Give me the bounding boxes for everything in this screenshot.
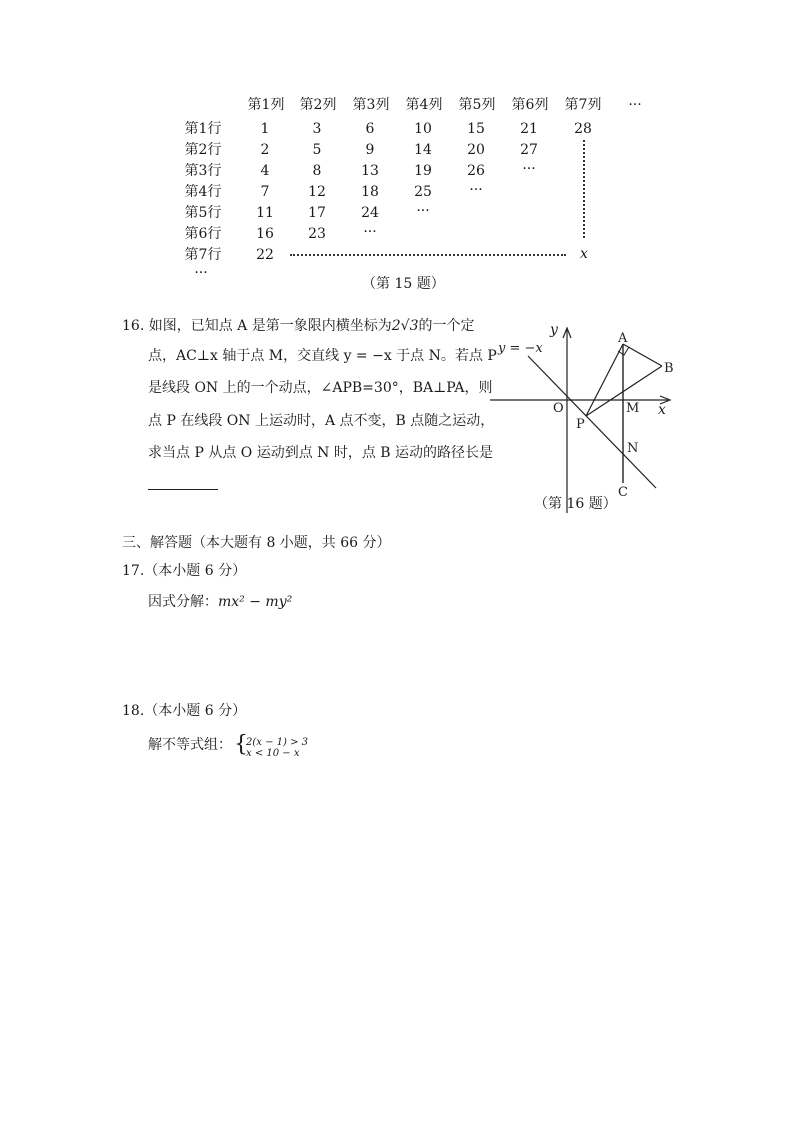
point-B: B <box>664 361 674 376</box>
row-header-ellipsis: ··· <box>194 265 208 281</box>
table-cell: 25 <box>414 184 432 200</box>
problem17-prompt: 因式分解： <box>148 594 218 610</box>
table-cell-ellipsis: ··· <box>363 224 377 240</box>
row-header: 第5行 <box>184 205 222 221</box>
problem16-line2: 点，AC⊥x 轴于点 M，交直线 y = −x 于点 N。若点 P <box>148 348 497 364</box>
line-label: y = −x <box>498 341 543 356</box>
point-A: A <box>618 331 628 346</box>
problem18-prompt: 解不等式组： <box>148 737 232 753</box>
problem16-line1-a: 16. 如图，已知点 A 是第一象限内横坐标为 <box>122 318 392 334</box>
table-cell-ellipsis: ··· <box>469 182 483 198</box>
col-header: 第3列 <box>352 97 390 113</box>
row-header: 第6行 <box>184 226 222 242</box>
problem16-line1 <box>122 316 474 336</box>
col-header-ellipsis: ··· <box>628 97 642 113</box>
inequality-2: x < 10 − x <box>246 748 300 759</box>
section-heading: 三、解答题（本大题有 8 小题，共 66 分） <box>122 535 391 551</box>
point-C: C <box>618 485 628 500</box>
table-cell: 10 <box>414 121 432 137</box>
x-marker: x <box>580 246 588 262</box>
table-cell: 21 <box>520 121 538 137</box>
point-M: M <box>626 401 640 416</box>
row-header: 第7行 <box>184 247 222 263</box>
problem16-line1-b: 的一个定 <box>418 318 475 334</box>
table-cell: 19 <box>414 163 432 179</box>
table-cell: 20 <box>467 142 485 158</box>
table-cell: 23 <box>308 226 326 242</box>
table-cell: 18 <box>361 184 379 200</box>
point-O: O <box>553 401 564 416</box>
problem16-line4: 点 P 在线段 ON 上运动时，A 点不变，B 点随之运动， <box>148 413 495 429</box>
col-header: 第4列 <box>405 97 443 113</box>
table-cell: 11 <box>256 205 274 221</box>
answer-blank-16[interactable] <box>148 489 218 490</box>
table-cell: 28 <box>574 121 592 137</box>
table-cell: 26 <box>467 163 485 179</box>
table-cell: 14 <box>414 142 432 158</box>
row-header: 第3行 <box>184 163 222 179</box>
problem16-line3: 是线段 ON 上的一个动点，∠APB=30°，BA⊥PA，则 <box>148 380 493 396</box>
point-P: P <box>576 417 585 432</box>
row-header: 第2行 <box>184 142 222 158</box>
table-cell: 12 <box>308 184 326 200</box>
table-cell: 17 <box>308 205 326 221</box>
table-cell: 4 <box>260 163 270 179</box>
table-cell: 24 <box>361 205 379 221</box>
figure-caption-16: （第 16 题） <box>534 496 617 512</box>
table-cell-ellipsis: ··· <box>522 161 536 177</box>
dotted-leader-col7 <box>583 140 585 238</box>
point-N: N <box>627 441 639 456</box>
col-header: 第5列 <box>458 97 496 113</box>
table-cell: 15 <box>467 121 485 137</box>
y-axis-label: y <box>550 322 558 338</box>
problem17-header: 17.（本小题 6 分） <box>122 563 247 579</box>
problem18-header: 18.（本小题 6 分） <box>122 703 247 719</box>
figure-caption-15: （第 15 题） <box>362 276 445 292</box>
dotted-leader-row7 <box>290 254 566 256</box>
problem16-line5: 求当点 P 从点 O 运动到点 N 时，点 B 运动的路径长是 <box>148 445 494 461</box>
problem17-expression: mx² − my² <box>218 594 293 610</box>
x-axis-label: x <box>658 402 666 418</box>
brace-icon: { <box>234 732 248 757</box>
table-cell: 1 <box>260 121 270 137</box>
table-cell: 16 <box>256 226 274 242</box>
table-cell: 8 <box>312 163 322 179</box>
table-cell-ellipsis: ··· <box>416 203 430 219</box>
col-header: 第1列 <box>247 97 285 113</box>
table-cell: 2 <box>260 142 270 158</box>
figure-16 <box>490 318 690 518</box>
row-header: 第4行 <box>184 184 222 200</box>
col-header: 第7列 <box>564 97 602 113</box>
table-cell: 22 <box>256 247 274 263</box>
inequality-1: 2(x − 1) > 3 <box>246 737 309 748</box>
table-cell: 9 <box>365 142 375 158</box>
table-cell: 27 <box>520 142 538 158</box>
col-header: 第2列 <box>299 97 337 113</box>
table-cell: 6 <box>365 121 375 137</box>
problem17-body <box>148 592 292 612</box>
table-cell: 5 <box>312 142 322 158</box>
row-header: 第1行 <box>184 121 222 137</box>
table-cell: 13 <box>361 163 379 179</box>
col-header: 第6列 <box>511 97 549 113</box>
sqrt-expression: 2√3 <box>391 318 419 334</box>
table-cell: 7 <box>260 184 270 200</box>
table-cell: 3 <box>312 121 322 137</box>
